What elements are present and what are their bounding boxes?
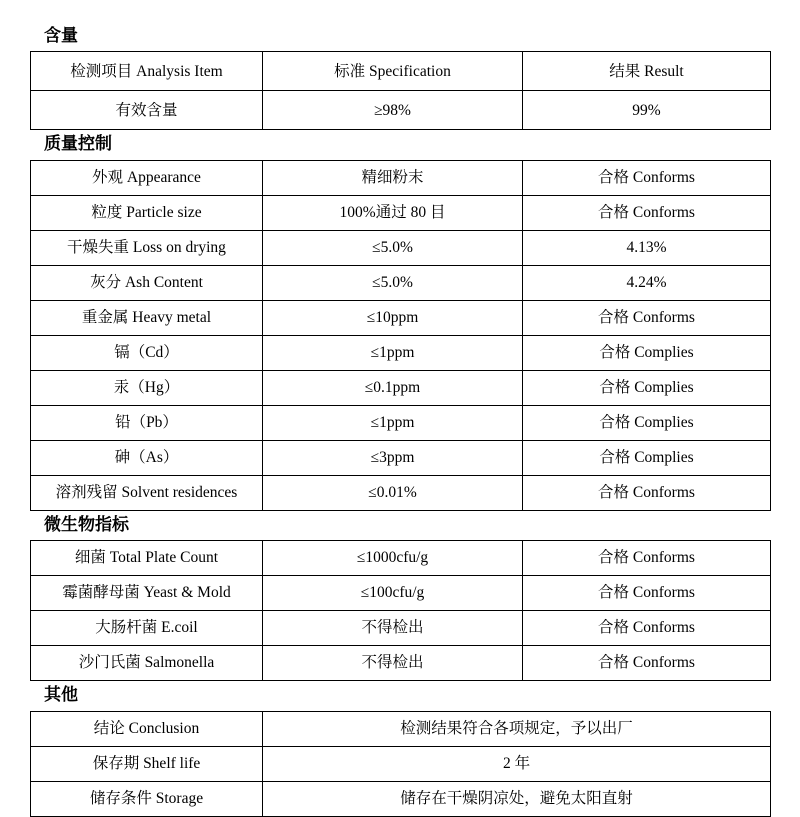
table-row xyxy=(31,265,771,300)
table-row xyxy=(31,300,771,335)
table-cell: 4.13% xyxy=(523,230,771,265)
table-cell: 合格 Conforms xyxy=(523,160,771,195)
microbiology-table xyxy=(30,540,771,681)
table-cell: ≤0.01% xyxy=(263,475,523,510)
table-cell: 99% xyxy=(523,91,771,130)
table-cell: 细菌 Total Plate Count xyxy=(31,541,263,576)
table-cell: 合格 Conforms xyxy=(523,611,771,646)
table-cell: 溶剂残留 Solvent residences xyxy=(31,475,263,510)
table-cell: 合格 Complies xyxy=(523,335,771,370)
table-cell: ≥98% xyxy=(263,91,523,130)
section-title-other: 其他 xyxy=(44,685,78,706)
table-row xyxy=(31,781,771,816)
table-cell: 保存期 Shelf life xyxy=(31,746,263,781)
other-table xyxy=(30,711,771,817)
table-cell: 合格 Complies xyxy=(523,440,771,475)
table-cell: ≤1000cfu/g xyxy=(263,541,523,576)
table-cell: ≤3ppm xyxy=(263,440,523,475)
table-cell: ≤0.1ppm xyxy=(263,370,523,405)
table-cell: 霉菌酵母菌 Yeast & Mold xyxy=(31,576,263,611)
table-row xyxy=(31,230,771,265)
table-cell: 合格 Conforms xyxy=(523,541,771,576)
table-cell: 铅（Pb） xyxy=(31,405,263,440)
table-row xyxy=(31,335,771,370)
table-cell: 合格 Conforms xyxy=(523,300,771,335)
table-cell: 精细粉末 xyxy=(263,160,523,195)
table-row xyxy=(31,746,771,781)
table-cell: 灰分 Ash Content xyxy=(31,265,263,300)
table-row xyxy=(31,405,771,440)
table-cell: ≤100cfu/g xyxy=(263,576,523,611)
section-title-microbiology: 微生物指标 xyxy=(44,514,129,535)
table-row xyxy=(31,370,771,405)
table-row xyxy=(31,195,771,230)
section-title-content: 含量 xyxy=(44,26,78,46)
table-cell: 结果 Result xyxy=(523,52,771,91)
table-cell: 不得检出 xyxy=(263,611,523,646)
table-cell: ≤1ppm xyxy=(263,405,523,440)
section-title-quality-control: 质量控制 xyxy=(44,134,112,155)
content-table xyxy=(30,51,771,130)
table-cell: 结论 Conclusion xyxy=(31,711,263,746)
table-cell: 砷（As） xyxy=(31,440,263,475)
table-row xyxy=(31,611,771,646)
table-cell: 合格 Conforms xyxy=(523,475,771,510)
table-cell: 粒度 Particle size xyxy=(31,195,263,230)
table-row xyxy=(31,576,771,611)
table-cell: 镉（Cd） xyxy=(31,335,263,370)
table-cell: 100%通过 80 目 xyxy=(263,195,523,230)
table-cell: 沙门氏菌 Salmonella xyxy=(31,646,263,681)
table-cell: 合格 Conforms xyxy=(523,576,771,611)
table-cell: ≤5.0% xyxy=(263,265,523,300)
table-row xyxy=(31,91,771,130)
table-cell: 检测项目 Analysis Item xyxy=(31,52,263,91)
table-cell: ≤10ppm xyxy=(263,300,523,335)
table-cell: 汞（Hg） xyxy=(31,370,263,405)
table-cell: 合格 Conforms xyxy=(523,195,771,230)
table-cell: ≤5.0% xyxy=(263,230,523,265)
table-cell: 干燥失重 Loss on drying xyxy=(31,230,263,265)
table-cell: 储存条件 Storage xyxy=(31,781,263,816)
table-cell: 合格 Complies xyxy=(523,370,771,405)
table-cell: 大肠杆菌 E.coil xyxy=(31,611,263,646)
table-cell: 2 年 xyxy=(263,746,771,781)
table-cell: 有效含量 xyxy=(31,91,263,130)
table-cell: ≤1ppm xyxy=(263,335,523,370)
table-row xyxy=(31,160,771,195)
table-cell: 合格 Conforms xyxy=(523,646,771,681)
quality-control-table xyxy=(30,160,771,511)
table-cell: 不得检出 xyxy=(263,646,523,681)
table-row xyxy=(31,52,771,91)
table-row xyxy=(31,475,771,510)
table-row xyxy=(31,646,771,681)
table-row xyxy=(31,541,771,576)
table-row xyxy=(31,711,771,746)
table-cell: 检测结果符合各项规定，予以出厂 xyxy=(263,711,771,746)
table-cell: 重金属 Heavy metal xyxy=(31,300,263,335)
table-cell: 储存在干燥阴凉处，避免太阳直射 xyxy=(263,781,771,816)
table-cell: 4.24% xyxy=(523,265,771,300)
table-row xyxy=(31,440,771,475)
table-cell: 合格 Complies xyxy=(523,405,771,440)
table-cell: 标准 Specification xyxy=(263,52,523,91)
table-cell: 外观 Appearance xyxy=(31,160,263,195)
